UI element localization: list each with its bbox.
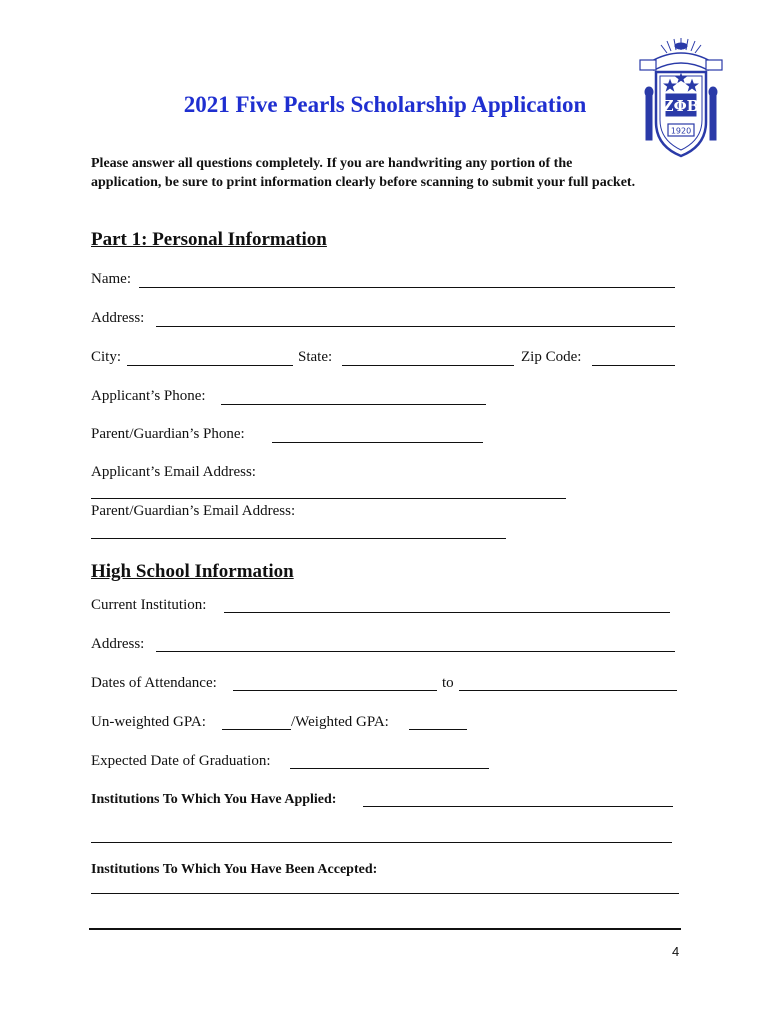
high-school-heading: High School Information [91, 561, 294, 582]
dates-start-field[interactable] [233, 690, 437, 691]
accepted-label: Institutions To Which You Have Been Accepted: [91, 862, 378, 877]
applied-label: Institutions To Which You Have Applied: [91, 792, 337, 807]
instructions-line-2: application, be sure to print information clearly before scanning to submit your full packet. [91, 175, 636, 190]
applicant-phone-field[interactable] [221, 404, 486, 405]
dates-to-label: to [442, 675, 454, 691]
weighted-gpa-label: /Weighted GPA: [291, 714, 389, 730]
address-field[interactable] [156, 326, 675, 327]
zip-field[interactable] [592, 365, 675, 366]
applied-field-2[interactable] [91, 842, 672, 843]
name-field[interactable] [139, 287, 675, 288]
name-label: Name: [91, 271, 131, 287]
applicant-email-field[interactable] [91, 498, 566, 499]
state-label: State: [298, 349, 333, 365]
accepted-field[interactable] [91, 893, 679, 894]
applied-field-1[interactable] [363, 806, 673, 807]
institution-field[interactable] [224, 612, 670, 613]
graduation-field[interactable] [290, 768, 489, 769]
unweighted-gpa-label: Un-weighted GPA: [91, 714, 206, 730]
institution-label: Current Institution: [91, 597, 207, 613]
instructions-line-1: Please answer all questions completely. If you are handwriting any portion of the [91, 156, 573, 171]
hs-address-label: Address: [91, 636, 145, 652]
page-number: 4 [672, 944, 680, 959]
applicant-phone-label: Applicant’s Phone: [91, 388, 206, 404]
graduation-label: Expected Date of Graduation: [91, 753, 271, 769]
page-title: 2021 Five Pearls Scholarship Application [183, 92, 587, 117]
svg-text:ΖΦΒ: ΖΦΒ [662, 97, 700, 115]
zip-label: Zip Code: [521, 349, 582, 365]
instructions-text [91, 154, 691, 192]
applicant-email-label: Applicant’s Email Address: [91, 464, 256, 480]
part1-heading: Part 1: Personal Information [91, 229, 327, 250]
address-label: Address: [91, 310, 145, 326]
footer-divider [89, 928, 681, 930]
parent-phone-field[interactable] [272, 442, 483, 443]
dates-end-field[interactable] [459, 690, 677, 691]
parent-phone-label: Parent/Guardian’s Phone: [91, 426, 245, 442]
city-label: City: [91, 349, 122, 365]
city-field[interactable] [127, 365, 293, 366]
parent-email-field[interactable] [91, 538, 506, 539]
weighted-gpa-field[interactable] [409, 729, 467, 730]
svg-text:1920: 1920 [670, 126, 692, 136]
state-field[interactable] [342, 365, 514, 366]
unweighted-gpa-field[interactable] [222, 729, 291, 730]
dates-label: Dates of Attendance: [91, 675, 217, 691]
parent-email-label: Parent/Guardian’s Email Address: [91, 503, 296, 519]
hs-address-field[interactable] [156, 651, 675, 652]
